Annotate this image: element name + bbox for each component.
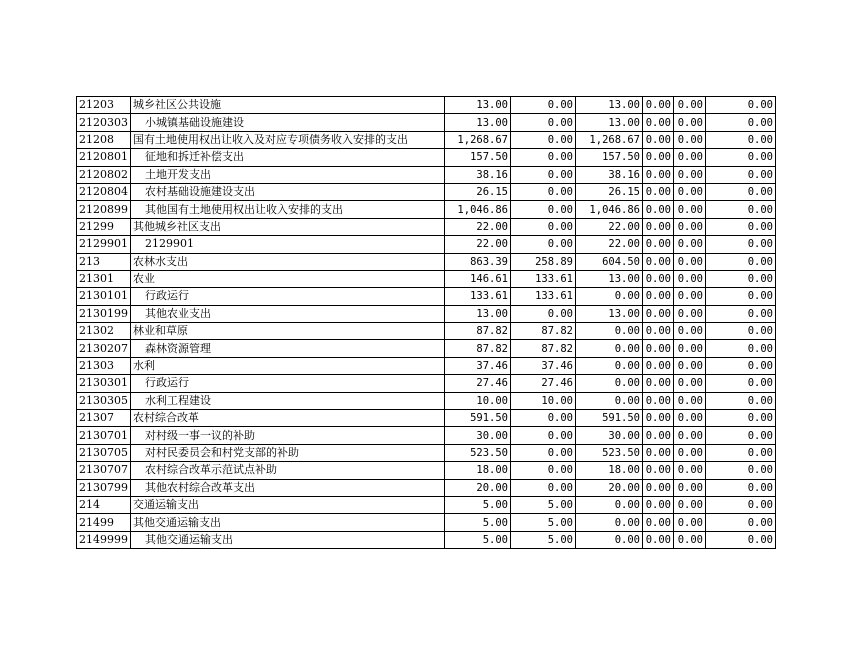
cell-code: 2130705 [77,444,131,461]
cell-value-5: 0.00 [674,131,706,148]
cell-value-3: 13.00 [576,305,643,322]
cell-code: 2120802 [77,166,131,183]
cell-value-6: 0.00 [706,444,776,461]
cell-value-1: 5.00 [445,514,511,531]
cell-name: 其他交通运输支出 [131,514,445,531]
cell-value-6: 0.00 [706,270,776,287]
cell-value-4: 0.00 [643,479,674,496]
cell-value-4: 0.00 [643,514,674,531]
cell-value-1: 591.50 [445,410,511,427]
cell-value-6: 0.00 [706,375,776,392]
cell-value-6: 0.00 [706,253,776,270]
cell-code: 2130799 [77,479,131,496]
cell-value-1: 1,046.86 [445,201,511,218]
cell-name: 城乡社区公共设施 [131,97,445,114]
cell-value-3: 0.00 [576,392,643,409]
cell-value-6: 0.00 [706,288,776,305]
cell-value-6: 0.00 [706,427,776,444]
table-row [77,288,776,305]
table-row [77,166,776,183]
table-row [77,392,776,409]
cell-code: 2130305 [77,392,131,409]
cell-value-3: 523.50 [576,444,643,461]
cell-value-4: 0.00 [643,305,674,322]
cell-value-1: 30.00 [445,427,511,444]
cell-value-6: 0.00 [706,531,776,548]
cell-name: 其他农村综合改革支出 [131,479,445,496]
cell-value-2: 37.46 [511,357,576,374]
cell-value-4: 0.00 [643,131,674,148]
cell-value-6: 0.00 [706,462,776,479]
cell-value-2: 258.89 [511,253,576,270]
cell-code: 2130301 [77,375,131,392]
cell-value-2: 87.82 [511,323,576,340]
cell-value-5: 0.00 [674,340,706,357]
cell-value-5: 0.00 [674,496,706,513]
cell-name: 小城镇基础设施建设 [131,114,445,131]
cell-value-3: 18.00 [576,462,643,479]
cell-value-2: 5.00 [511,514,576,531]
cell-value-2: 0.00 [511,479,576,496]
cell-value-3: 13.00 [576,114,643,131]
table-row [77,323,776,340]
cell-value-5: 0.00 [674,97,706,114]
table-row [77,131,776,148]
cell-value-3: 0.00 [576,375,643,392]
cell-value-1: 37.46 [445,357,511,374]
cell-name: 其他农业支出 [131,305,445,322]
cell-value-3: 26.15 [576,183,643,200]
table-row [77,114,776,131]
cell-value-3: 0.00 [576,514,643,531]
cell-value-4: 0.00 [643,357,674,374]
cell-code: 2120804 [77,183,131,200]
cell-value-5: 0.00 [674,410,706,427]
cell-value-5: 0.00 [674,427,706,444]
cell-value-3: 30.00 [576,427,643,444]
table-row [77,218,776,235]
cell-value-6: 0.00 [706,149,776,166]
table-row [77,496,776,513]
cell-value-3: 0.00 [576,531,643,548]
cell-value-3: 13.00 [576,97,643,114]
cell-value-6: 0.00 [706,183,776,200]
cell-value-2: 87.82 [511,340,576,357]
cell-name: 农村基础设施建设支出 [131,183,445,200]
cell-value-2: 0.00 [511,183,576,200]
cell-name: 土地开发支出 [131,166,445,183]
cell-value-4: 0.00 [643,410,674,427]
cell-value-2: 0.00 [511,462,576,479]
cell-value-3: 0.00 [576,496,643,513]
cell-value-4: 0.00 [643,444,674,461]
cell-value-1: 523.50 [445,444,511,461]
cell-value-5: 0.00 [674,270,706,287]
cell-value-6: 0.00 [706,514,776,531]
cell-value-6: 0.00 [706,496,776,513]
cell-value-2: 0.00 [511,218,576,235]
cell-code: 214 [77,496,131,513]
table-body [77,97,776,549]
cell-value-2: 5.00 [511,496,576,513]
cell-value-1: 22.00 [445,236,511,253]
cell-value-1: 146.61 [445,270,511,287]
cell-name: 其他交通运输支出 [131,531,445,548]
table-row [77,462,776,479]
cell-value-1: 38.16 [445,166,511,183]
cell-name: 其他国有土地使用权出让收入安排的支出 [131,201,445,218]
cell-value-4: 0.00 [643,166,674,183]
cell-code: 21307 [77,410,131,427]
table-row [77,531,776,548]
cell-value-5: 0.00 [674,375,706,392]
cell-value-4: 0.00 [643,236,674,253]
cell-value-2: 0.00 [511,236,576,253]
cell-value-2: 0.00 [511,305,576,322]
cell-name: 农村综合改革 [131,410,445,427]
cell-code: 2130207 [77,340,131,357]
cell-value-5: 0.00 [674,236,706,253]
cell-name: 对村级一事一议的补助 [131,427,445,444]
cell-name: 森林资源管理 [131,340,445,357]
table-row [77,97,776,114]
cell-value-5: 0.00 [674,357,706,374]
cell-value-5: 0.00 [674,114,706,131]
cell-value-4: 0.00 [643,253,674,270]
cell-value-1: 5.00 [445,496,511,513]
cell-code: 2130707 [77,462,131,479]
cell-value-4: 0.00 [643,375,674,392]
cell-value-2: 0.00 [511,410,576,427]
cell-value-6: 0.00 [706,323,776,340]
table-row [77,410,776,427]
cell-value-5: 0.00 [674,305,706,322]
cell-value-1: 5.00 [445,531,511,548]
cell-value-4: 0.00 [643,323,674,340]
cell-value-5: 0.00 [674,462,706,479]
cell-value-3: 13.00 [576,270,643,287]
cell-value-1: 13.00 [445,114,511,131]
cell-name: 对村民委员会和村党支部的补助 [131,444,445,461]
cell-name: 2129901 [131,236,445,253]
cell-value-6: 0.00 [706,97,776,114]
cell-value-3: 604.50 [576,253,643,270]
cell-name: 交通运输支出 [131,496,445,513]
cell-value-5: 0.00 [674,183,706,200]
cell-value-5: 0.00 [674,218,706,235]
cell-value-5: 0.00 [674,323,706,340]
table-row [77,253,776,270]
cell-code: 21302 [77,323,131,340]
cell-value-2: 0.00 [511,427,576,444]
cell-value-6: 0.00 [706,340,776,357]
cell-value-6: 0.00 [706,392,776,409]
cell-value-3: 157.50 [576,149,643,166]
cell-value-2: 133.61 [511,270,576,287]
cell-value-6: 0.00 [706,166,776,183]
cell-value-6: 0.00 [706,218,776,235]
cell-value-4: 0.00 [643,340,674,357]
cell-value-4: 0.00 [643,201,674,218]
cell-value-1: 13.00 [445,97,511,114]
cell-value-5: 0.00 [674,444,706,461]
cell-value-6: 0.00 [706,410,776,427]
cell-value-5: 0.00 [674,201,706,218]
cell-code: 21301 [77,270,131,287]
cell-name: 农村综合改革示范试点补助 [131,462,445,479]
cell-value-4: 0.00 [643,149,674,166]
table-row [77,514,776,531]
cell-value-4: 0.00 [643,218,674,235]
cell-code: 2120899 [77,201,131,218]
cell-name: 水利 [131,357,445,374]
cell-value-5: 0.00 [674,288,706,305]
cell-name: 征地和拆迁补偿支出 [131,149,445,166]
cell-value-4: 0.00 [643,114,674,131]
cell-value-2: 0.00 [511,131,576,148]
cell-value-6: 0.00 [706,201,776,218]
cell-value-3: 22.00 [576,236,643,253]
cell-value-4: 0.00 [643,531,674,548]
cell-value-4: 0.00 [643,392,674,409]
cell-code: 2149999 [77,531,131,548]
cell-value-1: 22.00 [445,218,511,235]
table-row [77,270,776,287]
cell-code: 2120801 [77,149,131,166]
cell-value-5: 0.00 [674,253,706,270]
cell-name: 行政运行 [131,288,445,305]
cell-value-3: 1,268.67 [576,131,643,148]
cell-name: 水利工程建设 [131,392,445,409]
cell-value-2: 0.00 [511,149,576,166]
cell-value-6: 0.00 [706,114,776,131]
cell-value-4: 0.00 [643,288,674,305]
table-row [77,305,776,322]
cell-value-5: 0.00 [674,531,706,548]
table-row [77,375,776,392]
cell-value-4: 0.00 [643,496,674,513]
cell-value-6: 0.00 [706,357,776,374]
cell-name: 行政运行 [131,375,445,392]
cell-code: 21203 [77,97,131,114]
cell-value-1: 27.46 [445,375,511,392]
cell-value-1: 133.61 [445,288,511,305]
cell-value-4: 0.00 [643,270,674,287]
cell-value-4: 0.00 [643,97,674,114]
cell-value-6: 0.00 [706,305,776,322]
cell-value-5: 0.00 [674,479,706,496]
cell-value-4: 0.00 [643,462,674,479]
cell-value-1: 87.82 [445,340,511,357]
cell-value-1: 863.39 [445,253,511,270]
cell-code: 21208 [77,131,131,148]
cell-code: 2130199 [77,305,131,322]
cell-value-1: 18.00 [445,462,511,479]
table-row [77,149,776,166]
cell-value-2: 0.00 [511,444,576,461]
cell-value-6: 0.00 [706,479,776,496]
cell-code: 2130101 [77,288,131,305]
cell-value-3: 38.16 [576,166,643,183]
cell-value-2: 0.00 [511,201,576,218]
cell-code: 2120303 [77,114,131,131]
cell-value-3: 1,046.86 [576,201,643,218]
cell-value-1: 26.15 [445,183,511,200]
cell-code: 2130701 [77,427,131,444]
cell-value-3: 591.50 [576,410,643,427]
cell-name: 农林水支出 [131,253,445,270]
table-row [77,479,776,496]
cell-code: 2129901 [77,236,131,253]
cell-name: 其他城乡社区支出 [131,218,445,235]
table-row [77,357,776,374]
cell-value-2: 0.00 [511,114,576,131]
cell-value-2: 133.61 [511,288,576,305]
table-row [77,340,776,357]
cell-value-1: 1,268.67 [445,131,511,148]
cell-value-3: 0.00 [576,288,643,305]
budget-table [76,96,776,549]
cell-code: 21299 [77,218,131,235]
cell-value-1: 20.00 [445,479,511,496]
cell-code: 21499 [77,514,131,531]
cell-value-4: 0.00 [643,183,674,200]
cell-value-1: 10.00 [445,392,511,409]
cell-name: 农业 [131,270,445,287]
cell-code: 213 [77,253,131,270]
cell-name: 林业和草原 [131,323,445,340]
table-row [77,427,776,444]
cell-value-3: 0.00 [576,357,643,374]
table-row [77,183,776,200]
cell-value-2: 10.00 [511,392,576,409]
cell-value-1: 157.50 [445,149,511,166]
cell-value-4: 0.00 [643,427,674,444]
cell-value-5: 0.00 [674,166,706,183]
cell-value-2: 0.00 [511,97,576,114]
cell-value-1: 87.82 [445,323,511,340]
cell-value-5: 0.00 [674,392,706,409]
cell-code: 21303 [77,357,131,374]
cell-name: 国有土地使用权出让收入及对应专项债务收入安排的支出 [131,131,445,148]
cell-value-2: 27.46 [511,375,576,392]
cell-value-5: 0.00 [674,514,706,531]
cell-value-2: 5.00 [511,531,576,548]
cell-value-3: 20.00 [576,479,643,496]
cell-value-6: 0.00 [706,131,776,148]
cell-value-3: 0.00 [576,340,643,357]
table-row [77,444,776,461]
cell-value-2: 0.00 [511,166,576,183]
cell-value-3: 22.00 [576,218,643,235]
table-row [77,236,776,253]
table-row [77,201,776,218]
cell-value-1: 13.00 [445,305,511,322]
cell-value-3: 0.00 [576,323,643,340]
cell-value-5: 0.00 [674,149,706,166]
cell-value-6: 0.00 [706,236,776,253]
